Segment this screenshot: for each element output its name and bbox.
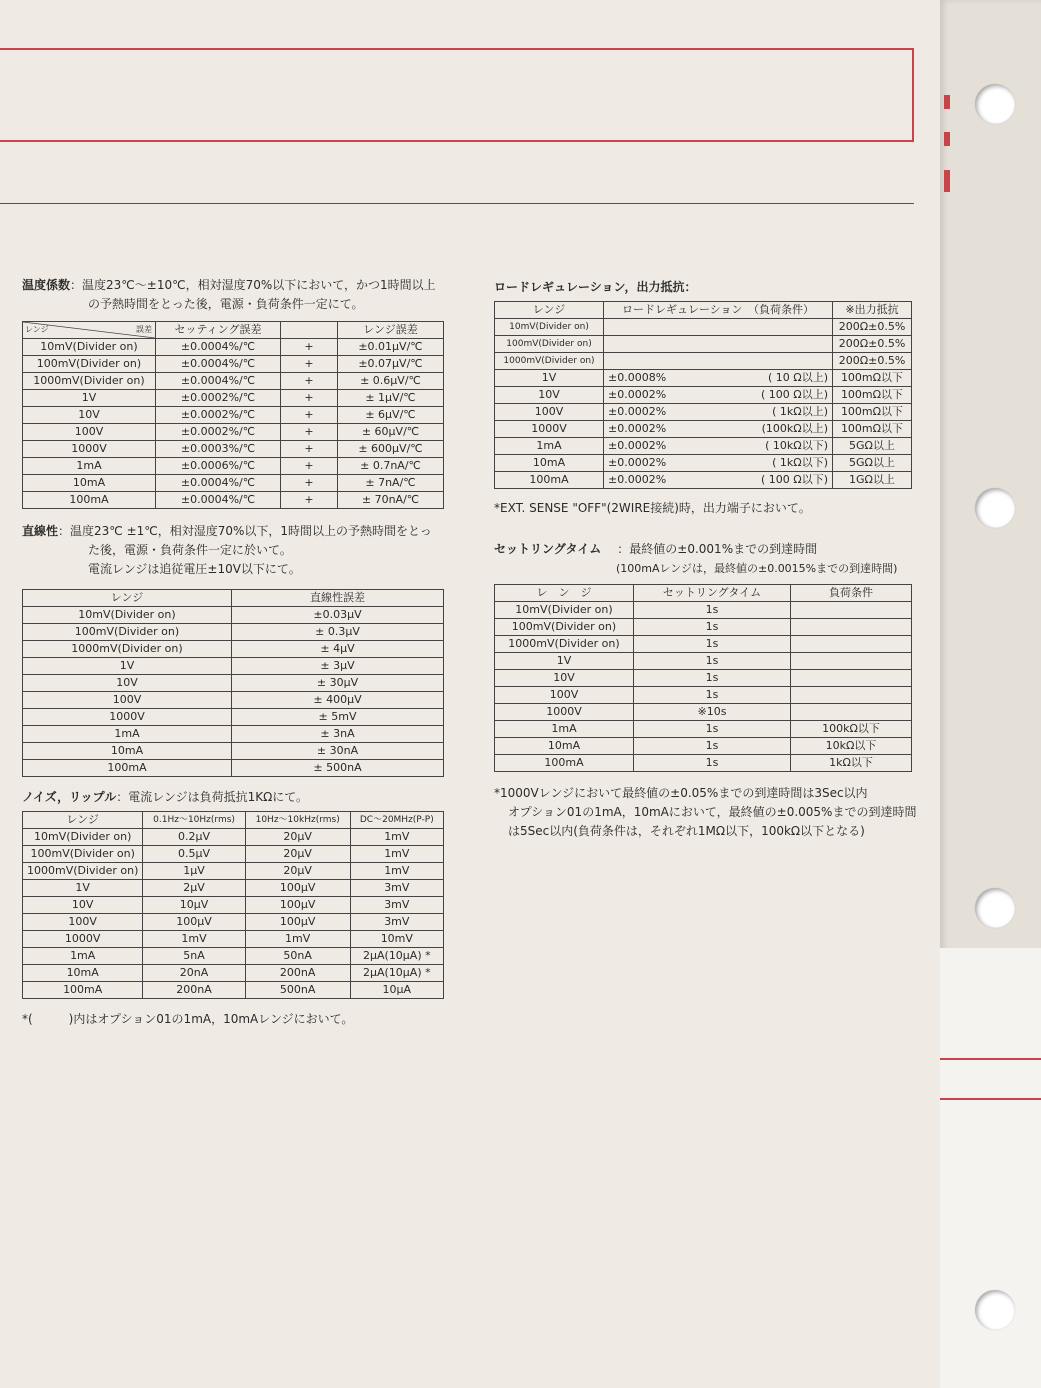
cell-load	[791, 619, 912, 636]
cell-range: 10mV(Divider on)	[23, 829, 143, 846]
cell-range-err: ± 7nA/℃	[338, 475, 444, 492]
col-load-header: 負荷条件	[791, 585, 912, 602]
cell-range-err: ± 0.6μV/℃	[338, 373, 444, 390]
cell-range: 1mA	[23, 948, 143, 965]
table-row	[23, 424, 444, 441]
cell-plus: +	[281, 441, 338, 458]
col-range-err-header: レンジ誤差	[338, 322, 444, 339]
corner-range-label: レンジ	[25, 325, 49, 334]
cell-range: 1000V	[23, 441, 156, 458]
cell-low: 100μV	[143, 914, 245, 931]
linearity-table	[22, 589, 444, 777]
cell-load: 10kΩ以下	[791, 738, 912, 755]
table-row	[495, 472, 912, 489]
table-row	[495, 738, 912, 755]
cell-load	[791, 636, 912, 653]
cell-plus: +	[281, 475, 338, 492]
table-row	[23, 726, 444, 743]
cell-range: 1mA	[23, 726, 232, 743]
cell-setting: ±0.0002%/℃	[156, 407, 281, 424]
cell-plus: +	[281, 373, 338, 390]
settling-note-line3: は5Sec以内(負荷条件は，それぞれ1MΩ以下，100kΩ以下となる)	[508, 824, 865, 838]
table-row	[23, 709, 444, 726]
cell-range: 100mV(Divider on)	[23, 356, 156, 373]
cell-range: 1V	[23, 390, 156, 407]
table-row	[23, 607, 444, 624]
cell-cond: ( 1kΩ以上)	[712, 404, 833, 421]
cell-range-err: ± 0.7nA/℃	[338, 458, 444, 475]
cell-out: 100mΩ以下	[833, 370, 912, 387]
cell-plus: +	[281, 424, 338, 441]
cell-cond: (100kΩ以上)	[712, 421, 833, 438]
binder-hole	[975, 488, 1015, 528]
cell-mid: 20μV	[245, 846, 350, 863]
cell-mid: 500nA	[245, 982, 350, 999]
cell-err: ± 500nA	[232, 760, 444, 777]
cell-range: 100mA	[23, 760, 232, 777]
settling-note-line2: オプション01の1mA，10mAにおいて，最終値の±0.005%までの到達時間	[508, 805, 917, 819]
cell-out: 5GΩ以上	[833, 455, 912, 472]
load-reg-note: *EXT. SENSE "OFF"(2WIRE接続)時，出力端子において。	[494, 501, 811, 515]
cell-low: 1μV	[143, 863, 245, 880]
settling-section	[494, 540, 914, 578]
cell-low: 10μV	[143, 897, 245, 914]
noise-text: ：電流レンジは負荷抵抗1KΩにて。	[116, 790, 309, 804]
cell-range: 100mV(Divider on)	[495, 619, 634, 636]
cell-range: 10mA	[495, 455, 604, 472]
cell-mid: 1mV	[245, 931, 350, 948]
table-row	[495, 370, 912, 387]
cell-range: 1000mV(Divider on)	[495, 636, 634, 653]
col-mid-freq-header: 10Hz～10kHz(rms)	[245, 812, 350, 829]
cell-time: 1s	[634, 636, 791, 653]
cell-time: 1s	[634, 653, 791, 670]
cell-mid: 200nA	[245, 965, 350, 982]
table-row	[23, 441, 444, 458]
cell-reg: ±0.0002%	[604, 455, 713, 472]
cell-time: 1s	[634, 602, 791, 619]
cell-range: 10mA	[495, 738, 634, 755]
cell-reg: ±0.0002%	[604, 387, 713, 404]
cell-plus: +	[281, 390, 338, 407]
cell-range-err: ±0.01μV/℃	[338, 339, 444, 356]
linearity-text2: た後，電源・負荷条件一定に於いて。	[88, 543, 292, 557]
cell-low: 0.2μV	[143, 829, 245, 846]
cell-wide: 3mV	[350, 880, 443, 897]
table-row	[23, 692, 444, 709]
cell-low: 20nA	[143, 965, 245, 982]
cell-range-err: ± 600μV/℃	[338, 441, 444, 458]
cell-load: 100kΩ以下	[791, 721, 912, 738]
col-range-header: レ ン ジ	[495, 585, 634, 602]
table-row	[23, 390, 444, 407]
table-row	[23, 965, 444, 982]
table-row	[23, 641, 444, 658]
cell-reg	[604, 353, 713, 370]
table-row	[23, 624, 444, 641]
cell-range: 1mA	[23, 458, 156, 475]
cell-reg: ±0.0002%	[604, 404, 713, 421]
table-row	[495, 387, 912, 404]
cell-time: ※10s	[634, 704, 791, 721]
cell-err: ± 400μV	[232, 692, 444, 709]
cell-time: 1s	[634, 738, 791, 755]
linearity-title: 直線性	[22, 524, 59, 538]
cell-range: 100V	[23, 914, 143, 931]
binder-hole	[975, 888, 1015, 928]
cell-range: 1000mV(Divider on)	[23, 373, 156, 390]
table-row	[495, 687, 912, 704]
cell-err: ± 5mV	[232, 709, 444, 726]
table-row	[495, 704, 912, 721]
cell-plus: +	[281, 492, 338, 509]
noise-title: ノイズ，リップル	[22, 790, 117, 804]
cell-out: 200Ω±0.5%	[833, 319, 912, 336]
table-row	[495, 455, 912, 472]
linearity-text3: 電流レンジは追従電圧±10V以下にて。	[88, 562, 301, 576]
cell-cond	[712, 319, 833, 336]
cell-wide: 2μA(10μA) *	[350, 965, 443, 982]
cell-range: 1V	[23, 880, 143, 897]
table-row	[23, 914, 444, 931]
cell-mid: 100μV	[245, 897, 350, 914]
cell-range: 10mV(Divider on)	[495, 602, 634, 619]
cell-reg: ±0.0002%	[604, 421, 713, 438]
table-row	[23, 475, 444, 492]
table-row	[495, 421, 912, 438]
table-row	[23, 982, 444, 999]
cell-cond: ( 10 Ω以上)	[712, 370, 833, 387]
table-row	[23, 407, 444, 424]
cell-range: 100mA	[495, 472, 604, 489]
table-row	[495, 619, 912, 636]
table-row	[495, 438, 912, 455]
temp-coef-table	[22, 321, 444, 509]
cell-range: 1000mV(Divider on)	[23, 641, 232, 658]
cell-range: 10V	[495, 670, 634, 687]
cell-range: 1V	[495, 370, 604, 387]
cell-low: 200nA	[143, 982, 245, 999]
cell-load	[791, 602, 912, 619]
cell-range: 10mA	[23, 475, 156, 492]
cell-range: 1V	[495, 653, 634, 670]
temp-coef-text: ：温度23℃～±10℃，相対湿度70%以下において，かつ1時間以上	[70, 278, 436, 292]
tab-red-line	[940, 1098, 1041, 1100]
table-row	[495, 721, 912, 738]
tab-mark	[944, 132, 950, 146]
cell-range: 1000V	[23, 931, 143, 948]
cell-cond: ( 10kΩ以下)	[712, 438, 833, 455]
cell-wide: 3mV	[350, 914, 443, 931]
settling-note	[494, 784, 934, 841]
cell-range: 1000V	[495, 704, 634, 721]
cell-err: ± 30μV	[232, 675, 444, 692]
cell-wide: 2μA(10μA) *	[350, 948, 443, 965]
load-reg-title: ロードレギュレーション，出力抵抗：	[494, 280, 697, 294]
cell-mid: 20μV	[245, 863, 350, 880]
col-range-header: レンジ	[23, 590, 232, 607]
cell-out: 200Ω±0.5%	[833, 353, 912, 370]
cell-range: 10mV(Divider on)	[495, 319, 604, 336]
cell-out: 200Ω±0.5%	[833, 336, 912, 353]
table-row	[495, 670, 912, 687]
cell-out: 100mΩ以下	[833, 421, 912, 438]
settling-text: ：最終値の±0.001%までの到達時間	[617, 542, 818, 556]
table-row	[23, 880, 444, 897]
cell-mid: 100μV	[245, 880, 350, 897]
cell-range: 10mA	[23, 965, 143, 982]
cell-range: 1000V	[495, 421, 604, 438]
settling-table	[494, 584, 912, 772]
cell-range: 10mV(Divider on)	[23, 339, 156, 356]
cell-out: 5GΩ以上	[833, 438, 912, 455]
cell-plus: +	[281, 356, 338, 373]
cell-range: 100V	[23, 424, 156, 441]
cell-reg: ±0.0002%	[604, 438, 713, 455]
table-row	[23, 829, 444, 846]
table-row	[23, 897, 444, 914]
cell-range-err: ± 70nA/℃	[338, 492, 444, 509]
table-row	[23, 658, 444, 675]
cell-out: 100mΩ以下	[833, 404, 912, 421]
cell-range: 10V	[495, 387, 604, 404]
col-settling-header: セットリングタイム	[634, 585, 791, 602]
cell-range: 10V	[23, 675, 232, 692]
cell-cond: ( 100 Ω以下)	[712, 472, 833, 489]
cell-load: 1kΩ以下	[791, 755, 912, 772]
tab-mark	[944, 95, 950, 109]
col-plus-header	[281, 322, 338, 339]
cell-err: ± 4μV	[232, 641, 444, 658]
cell-range: 1mA	[495, 721, 634, 738]
cell-mid: 50nA	[245, 948, 350, 965]
table-row	[23, 675, 444, 692]
table-row	[495, 636, 912, 653]
cell-range: 100mV(Divider on)	[23, 846, 143, 863]
cell-range: 100mA	[23, 982, 143, 999]
cell-range-err: ± 1μV/℃	[338, 390, 444, 407]
col-low-freq-header: 0.1Hz～10Hz(rms)	[143, 812, 245, 829]
cell-range-err: ±0.07μV/℃	[338, 356, 444, 373]
cell-setting: ±0.0004%/℃	[156, 339, 281, 356]
cell-cond	[712, 353, 833, 370]
table-row	[495, 319, 912, 336]
cell-cond: ( 100 Ω以上)	[712, 387, 833, 404]
cell-out: 1GΩ以上	[833, 472, 912, 489]
table-row	[495, 755, 912, 772]
load-reg-section	[494, 278, 914, 297]
table-row	[23, 373, 444, 390]
col-wide-band-header: DC～20MHz(P-P)	[350, 812, 443, 829]
table-row	[23, 760, 444, 777]
cell-load	[791, 653, 912, 670]
tab-mark	[944, 170, 950, 192]
cell-mid: 100μV	[245, 914, 350, 931]
cell-setting: ±0.0004%/℃	[156, 492, 281, 509]
cell-range: 1000mV(Divider on)	[23, 863, 143, 880]
cell-wide: 1mV	[350, 863, 443, 880]
cell-range: 100mV(Divider on)	[495, 336, 604, 353]
col-linearity-header: 直線性誤差	[232, 590, 444, 607]
col-output-res-header: ※出力抵抗	[833, 302, 912, 319]
cell-range: 1V	[23, 658, 232, 675]
cell-err: ± 0.3μV	[232, 624, 444, 641]
cell-range: 100mA	[23, 492, 156, 509]
header-frame	[0, 48, 914, 142]
cell-plus: +	[281, 407, 338, 424]
cell-load	[791, 704, 912, 721]
cell-low: 2μV	[143, 880, 245, 897]
cell-cond: ( 1kΩ以下)	[712, 455, 833, 472]
linearity-text: ：温度23℃ ±1℃，相対湿度70%以下，1時間以上の予熱時間をとっ	[58, 524, 432, 538]
settling-note-line1: *1000Vレンジにおいて最終値の±0.05%までの到達時間は3Sec以内	[494, 786, 868, 800]
settling-text2: (100mAレンジは，最終値の±0.0015%までの到達時間)	[616, 562, 898, 575]
cell-range: 100V	[495, 404, 604, 421]
col-load-reg-header: ロードレギュレーション （負荷条件）	[604, 302, 833, 319]
cell-reg	[604, 336, 713, 353]
cell-time: 1s	[634, 619, 791, 636]
temp-coef-text2: の予熱時間をとった後，電源・負荷条件一定にて。	[88, 297, 364, 311]
cell-setting: ±0.0004%/℃	[156, 475, 281, 492]
header-rule	[0, 203, 914, 204]
col-range-header: レンジ	[23, 812, 143, 829]
noise-section	[22, 788, 452, 807]
cell-setting: ±0.0002%/℃	[156, 390, 281, 407]
cell-load	[791, 687, 912, 704]
cell-range: 100mA	[495, 755, 634, 772]
binder-hole	[975, 84, 1015, 124]
temp-coef-section	[22, 276, 452, 314]
cell-low: 0.5μV	[143, 846, 245, 863]
cell-wide: 1mV	[350, 829, 443, 846]
cell-time: 1s	[634, 755, 791, 772]
cell-range-err: ± 60μV/℃	[338, 424, 444, 441]
cell-wide: 1mV	[350, 846, 443, 863]
cell-err: ± 3nA	[232, 726, 444, 743]
cell-range-err: ± 6μV/℃	[338, 407, 444, 424]
cell-setting: ±0.0004%/℃	[156, 356, 281, 373]
cell-reg: ±0.0002%	[604, 472, 713, 489]
table-row	[495, 353, 912, 370]
cell-wide: 10mV	[350, 931, 443, 948]
cell-reg	[604, 319, 713, 336]
table-row	[23, 458, 444, 475]
tab-red-line	[940, 1058, 1041, 1060]
cell-range: 10V	[23, 897, 143, 914]
table-row	[23, 846, 444, 863]
cell-plus: +	[281, 339, 338, 356]
cell-time: 1s	[634, 721, 791, 738]
cell-setting: ±0.0006%/℃	[156, 458, 281, 475]
noise-table	[22, 811, 444, 999]
table-row	[23, 339, 444, 356]
table-row	[495, 602, 912, 619]
col-range-header: レンジ	[495, 302, 604, 319]
cell-time: 1s	[634, 670, 791, 687]
table-row	[23, 356, 444, 373]
linearity-section	[22, 522, 462, 579]
noise-note: *( )内はオプション01の1mA，10mAレンジにおいて。	[22, 1012, 354, 1026]
cell-range: 100V	[23, 692, 232, 709]
temp-coef-title: 温度係数	[22, 278, 71, 292]
table-row	[495, 404, 912, 421]
table-row	[23, 492, 444, 509]
cell-range: 10mV(Divider on)	[23, 607, 232, 624]
table-row	[23, 863, 444, 880]
corner-err-label: 誤差	[136, 325, 152, 334]
cell-range: 100V	[495, 687, 634, 704]
binder-hole	[975, 1290, 1015, 1330]
cell-wide: 10μA	[350, 982, 443, 999]
cell-err: ± 30nA	[232, 743, 444, 760]
table-row	[495, 653, 912, 670]
cell-range: 1mA	[495, 438, 604, 455]
cell-setting: ±0.0004%/℃	[156, 373, 281, 390]
cell-err: ±0.03μV	[232, 607, 444, 624]
cell-mid: 20μV	[245, 829, 350, 846]
cell-range: 100mV(Divider on)	[23, 624, 232, 641]
cell-range: 10mA	[23, 743, 232, 760]
cell-low: 1mV	[143, 931, 245, 948]
cell-setting: ±0.0003%/℃	[156, 441, 281, 458]
table-row	[23, 743, 444, 760]
cell-low: 5nA	[143, 948, 245, 965]
cell-err: ± 3μV	[232, 658, 444, 675]
corner-header	[23, 322, 156, 339]
cell-out: 100mΩ以下	[833, 387, 912, 404]
cell-range: 1000mV(Divider on)	[495, 353, 604, 370]
cell-reg: ±0.0008%	[604, 370, 713, 387]
cell-cond	[712, 336, 833, 353]
cell-time: 1s	[634, 687, 791, 704]
cell-range: 10V	[23, 407, 156, 424]
load-reg-table	[494, 301, 912, 489]
table-row	[23, 948, 444, 965]
cell-range: 1000V	[23, 709, 232, 726]
cell-wide: 3mV	[350, 897, 443, 914]
cell-load	[791, 670, 912, 687]
settling-title: セットリングタイム	[494, 542, 602, 556]
table-row	[23, 931, 444, 948]
cell-plus: +	[281, 458, 338, 475]
table-row	[495, 336, 912, 353]
col-setting-header: セッティング誤差	[156, 322, 281, 339]
cell-setting: ±0.0002%/℃	[156, 424, 281, 441]
